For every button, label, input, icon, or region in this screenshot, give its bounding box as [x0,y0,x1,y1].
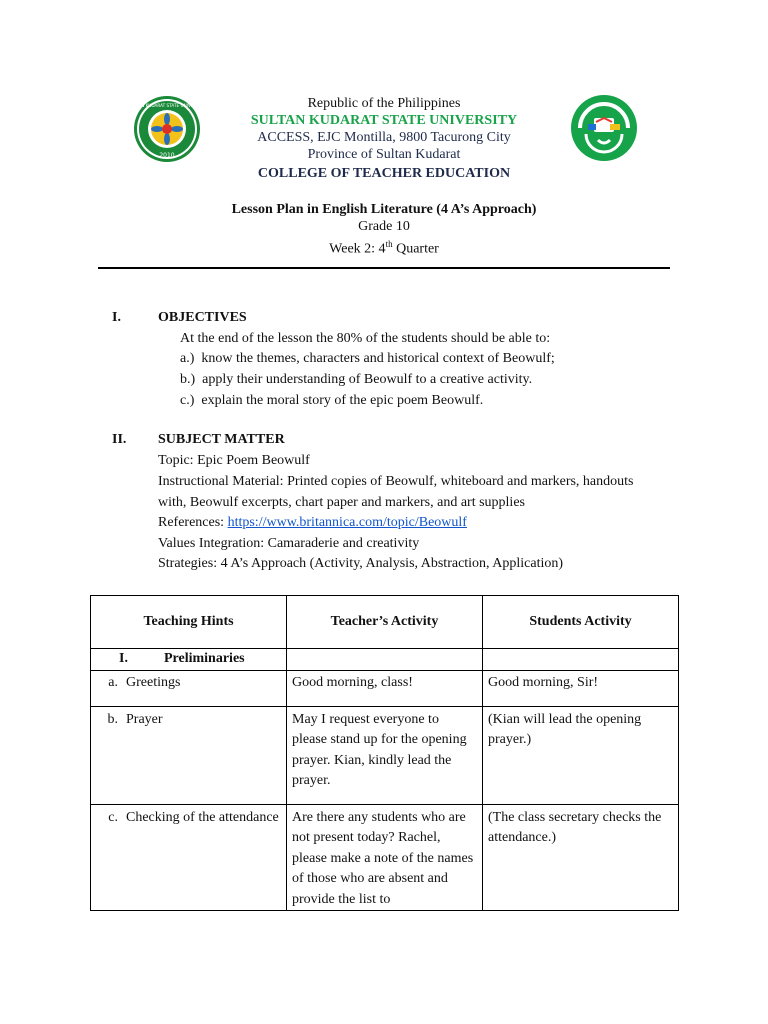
topic-line: Topic: Epic Poem Beowulf [158,453,310,468]
objectives-intro: At the end of the lesson the 80% of the students should be able to: [180,331,551,346]
students-cell: (The class secretary checks the attendance.) [483,804,679,911]
subject-matter-numeral: II. [112,432,127,447]
objectives-numeral: I. [112,310,121,325]
col-header-teaching-hints: Teaching Hints [91,596,287,649]
table-row [91,706,679,804]
row-marker: b. [107,711,118,727]
section-numeral: I. [119,651,128,666]
empty-cell [483,649,679,671]
teacher-cell: Are there any students who are not present today? Rachel, please make a note of the names of those who are absent and provide the list to [287,804,483,911]
section-row [91,649,679,671]
hint-cell [91,804,287,911]
university-address: ACCESS, EJC Montilla, 9800 Tacurong City [257,130,511,145]
week-prefix: Week 2: 4 [329,241,386,257]
objective-marker: c.) [180,393,195,408]
strategies-line: Strategies: 4 A’s Approach (Activity, Analysis, Abstraction, Application) [158,556,564,571]
references-link[interactable]: https://www.britannica.com/topic/Beowulf [227,515,467,530]
grade-line: Grade 10 [358,219,410,234]
empty-cell [287,649,483,671]
seal-ring-text: SULTAN KUDARAT STATE UNIVERSITY [128,103,206,108]
table-row [91,670,679,706]
material-line-2: with, Beowulf excerpts, chart paper and markers, and art supplies [158,495,525,510]
lesson-plan-title: Lesson Plan in English Literature (4 A’s Approach) [231,202,537,217]
objective-text: know the themes, characters and historical context of Beowulf; [201,351,555,366]
lesson-table [90,595,679,911]
province-line: Province of Sultan Kudarat [307,147,461,162]
values-line: Values Integration: Camaraderie and creativity [158,536,420,551]
hint-text: Greetings [126,674,181,690]
col-header-students-activity: Students Activity [483,596,679,649]
seal-year: 2010 [159,152,175,159]
material-line-1: Instructional Material: Printed copies of Beowulf, whiteboard and markers, handouts [158,474,634,489]
header-divider [98,267,670,269]
hint-text: Checking of the attendance [126,809,279,825]
references-label: References: [158,515,228,530]
section-cell [91,649,287,671]
hint-cell [91,706,287,804]
row-marker: a. [108,674,118,690]
objective-item [180,350,555,367]
objective-text: explain the moral story of the epic poem Beowulf. [201,393,484,408]
subject-matter-heading: SUBJECT MATTER [158,432,285,447]
college-name: COLLEGE OF TEACHER EDUCATION [257,166,511,181]
objectives-heading: OBJECTIVES [158,310,247,325]
hint-cell [91,670,287,706]
objective-marker: a.) [180,351,195,366]
objective-marker: b.) [180,372,196,387]
students-cell: Good morning, Sir! [483,670,679,706]
teacher-cell: Good morning, class! [287,670,483,706]
objective-item [180,371,532,388]
table-header-row [91,596,679,649]
table-row [91,804,679,911]
week-line [0,236,768,258]
university-name: SULTAN KUDARAT STATE UNIVERSITY [250,113,518,128]
teacher-cell: May I request everyone to please stand up for the opening prayer. Kian, kindly lead the prayer. [287,706,483,804]
week-sup: th [385,239,393,249]
objective-text: apply their understanding of Beowulf to a creative activity. [202,372,533,387]
row-marker: c. [108,809,118,825]
students-cell: (Kian will lead the opening prayer.) [483,706,679,804]
section-label: Preliminaries [164,651,245,666]
references-line [158,514,467,531]
week-suffix: Quarter [392,241,439,257]
col-header-teacher-activity: Teacher’s Activity [287,596,483,649]
republic-line: Republic of the Philippines [307,96,461,111]
hint-text: Prayer [126,711,163,727]
objective-item [180,392,483,409]
